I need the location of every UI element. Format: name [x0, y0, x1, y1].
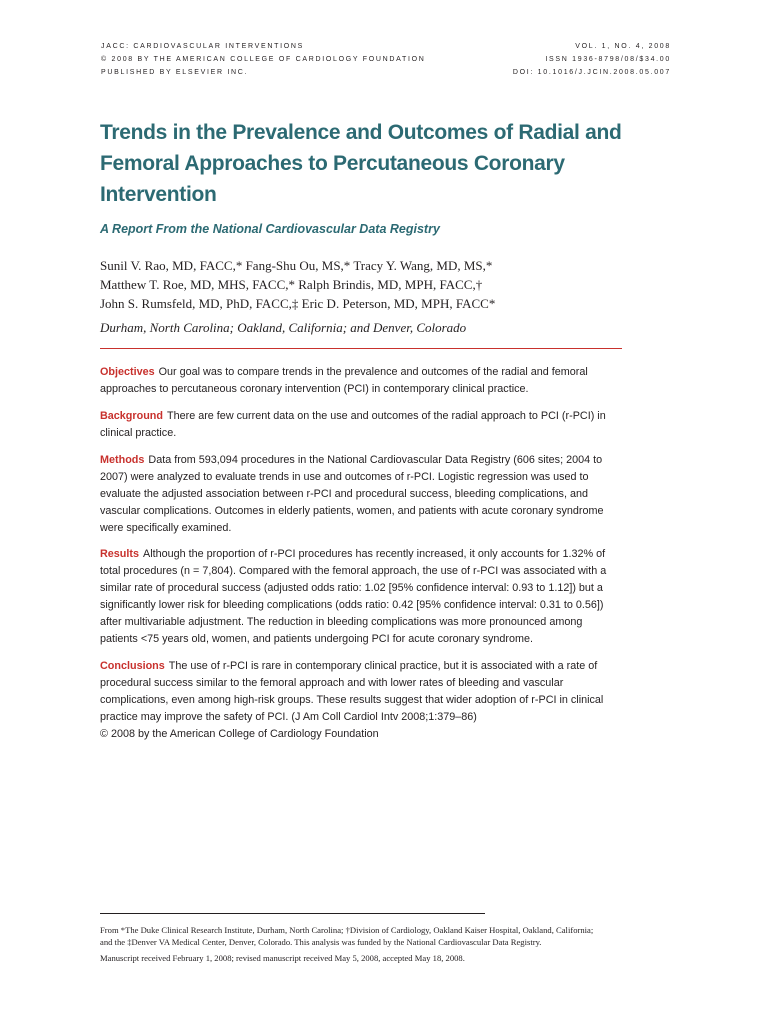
- abstract-text: Data from 593,094 procedures in the National Cardiovascular Data Registry (606 sites; 2004 to 2007) were analyzed to evaluate trends in use and outcomes of r-PCI. Logistic regression was used to evaluate the adjusted association between r-PCI and procedural success, bleeding complications, and vascular complications. Outcomes in elderly patients, women, and patients with acute coronary syndrome were specifically examined.: [100, 453, 604, 534]
- footnote-manuscript-dates: Manuscript received February 1, 2008; revised manuscript received May 5, 2008, accepted May 18, 2008.: [100, 953, 465, 963]
- abstract: [100, 364, 622, 743]
- abstract-label: Results: [100, 548, 140, 561]
- abstract-methods: [100, 452, 622, 537]
- abstract-label: Objectives: [100, 366, 155, 378]
- abstract-text: The use of r-PCI is rare in contemporary clinical practice, but it is associated with a rate of procedural success similar to the femoral approach and with lower rates of bleeding and vascular complications, even among high-risk groups. These results suggest that wider adoption of r-PCI in clinical practice may improve the safety of PCI. (J Am Coll Cardiol Intv 2008;1:379–86): [100, 660, 604, 724]
- abstract-text: Although the proportion of r-PCI procedures has recently increased, it only accounts for 1.32% of total procedures (n = 7,804). Compared with the femoral approach, the use of r-PCI was associated with a similar rate of procedural success (adjusted odds ratio: 1.02 [95% confidence interval: 0.93 to 1.12]) but a significantly lower risk for bleeding complications (odds ratio: 0.42 [95% confidence interval: 0.31 to 0.56]) after multivariable adjustment. The reduction in bleeding complications was more pronounced among patients <75 years old, women, and patients undergoing PCI for acute coronary syndrome.: [100, 548, 607, 646]
- author-line: Sunil V. Rao, MD, FACC,* Fang-Shu Ou, MS,* Tracy Y. Wang, MD, MS,*: [100, 258, 493, 273]
- article-title: Trends in the Prevalence and Outcomes of Radial and Femoral Approaches to Percutaneous Coronary Intervention: [100, 121, 622, 206]
- footnote-affiliations: From *The Duke Clinical Research Institute, Durham, North Carolina; †Division of Cardiology, Oakland Kaiser Hospital, Oakland, California; and the ‡Denver VA Medical Center, Denver, Colorado. This analysis was funded by the National Cardiovascular Data Registry.: [100, 925, 594, 947]
- abstract-background: [100, 408, 622, 442]
- abstract-objectives: [100, 364, 622, 398]
- abstract-conclusions: [100, 658, 622, 726]
- abstract-label: Background: [100, 409, 163, 422]
- abstract-label: Conclusions: [100, 660, 165, 673]
- publisher-line: PUBLISHED BY ELSEVIER INC.: [101, 69, 249, 76]
- author-line: Matthew T. Roe, MD, MHS, FACC,* Ralph Brindis, MD, MPH, FACC,†: [100, 277, 483, 292]
- footnotes: [100, 924, 600, 968]
- abstract-text: There are few current data on the use and outcomes of the radial approach to PCI (r-PCI) in clinical practice.: [100, 409, 606, 439]
- abstract-label: Methods: [100, 453, 145, 466]
- author-list: [100, 256, 660, 313]
- journal-name: JACC: CARDIOVASCULAR INTERVENTIONS: [101, 43, 305, 50]
- section-divider: [100, 348, 622, 349]
- copyright-line: © 2008 BY THE AMERICAN COLLEGE OF CARDIOLOGY FOUNDATION: [101, 56, 426, 63]
- volume-info: VOL. 1, NO. 4, 2008: [575, 43, 671, 50]
- article-subtitle: A Report From the National Cardiovascular Data Registry: [100, 222, 440, 236]
- affiliation: Durham, North Carolina; Oakland, California; and Denver, Colorado: [100, 320, 467, 335]
- author-line: John S. Rumsfeld, MD, PhD, FACC,‡ Eric D. Peterson, MD, MPH, FACC*: [100, 296, 496, 311]
- issn-info: ISSN 1936-8798/08/$34.00: [545, 56, 671, 63]
- running-header: [101, 40, 671, 79]
- abstract-copyright: © 2008 by the American College of Cardiology Foundation: [100, 728, 379, 741]
- abstract-text: Our goal was to compare trends in the prevalence and outcomes of the radial and femoral approaches to percutaneous coronary intervention (PCI) in contemporary clinical practice.: [100, 366, 588, 395]
- doi-link[interactable]: DOI: 10.1016/J.JCIN.2008.05.007: [512, 69, 671, 76]
- footnote-divider: [100, 913, 485, 914]
- abstract-results: [100, 546, 622, 648]
